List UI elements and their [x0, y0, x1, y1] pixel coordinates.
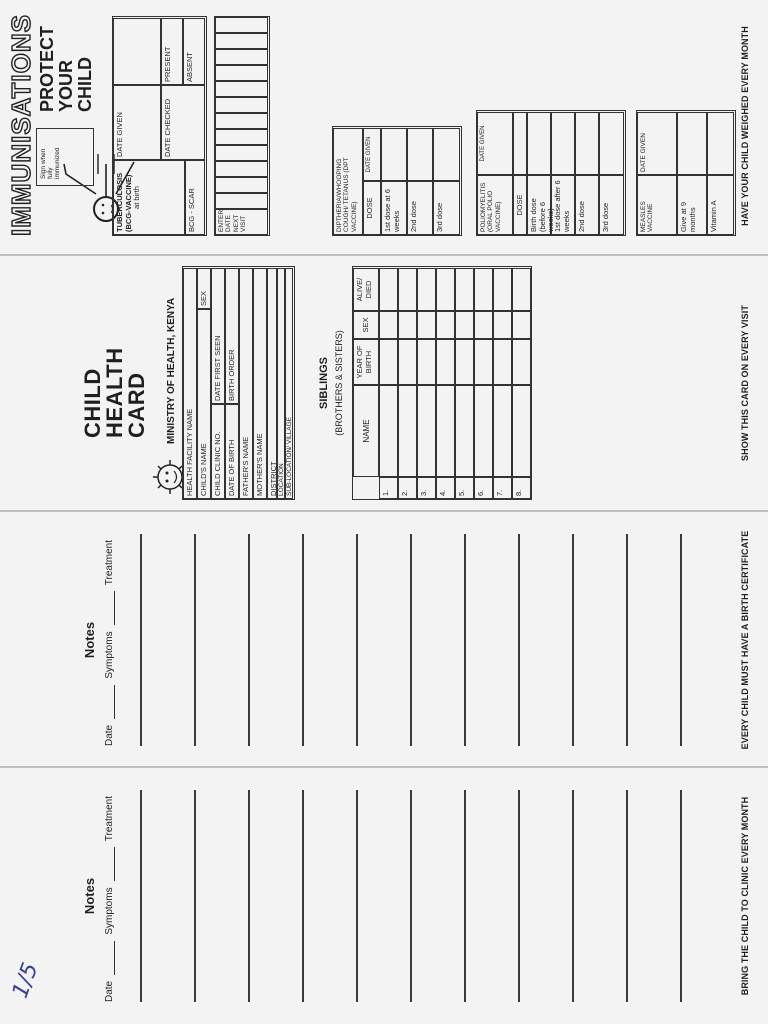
immunisations-footer: HAVE YOUR CHILD WEIGHED EVERY MONTH: [740, 26, 750, 226]
fold-line: [0, 766, 768, 768]
next-visit-cell[interactable]: [215, 33, 268, 49]
dpt-title: DIPTHERIA/WHOOPING COUGH/ TETANUS (DPT VACCINE): [333, 128, 363, 235]
bcg-absent-field[interactable]: ABSENT: [183, 18, 205, 85]
note-writing-line[interactable]: [302, 534, 304, 746]
your-child-label: YOUR CHILD: [55, 57, 95, 112]
sibling-cell[interactable]: [512, 268, 531, 311]
sibling-cell[interactable]: [379, 339, 398, 385]
child-particulars-table: [182, 266, 295, 500]
fold-line: [0, 254, 768, 256]
sibling-cell[interactable]: [436, 311, 455, 339]
protect-label: PROTECT: [37, 25, 57, 112]
sibling-row-number: 7.: [493, 477, 512, 499]
sibling-cell[interactable]: [417, 339, 436, 385]
measles-table: [636, 110, 736, 236]
middle-notes-panel: [0, 522, 768, 758]
notes-title: Notes: [82, 877, 97, 915]
tb-label: TUBERCULOSIS (BCG-VACCINE) at birth: [113, 160, 185, 235]
immunisations-title: IMMUNISATIONS: [6, 14, 36, 236]
sibling-row-number: 2.: [398, 477, 417, 499]
siblings-table: [352, 266, 532, 500]
next-visit-cell[interactable]: [215, 81, 268, 97]
dpt-dose-3-date[interactable]: [433, 128, 460, 181]
next-visit-cell[interactable]: [215, 193, 268, 209]
next-visit-cell[interactable]: [215, 17, 268, 33]
date-header: Date: [104, 980, 115, 1002]
next-visit-cell[interactable]: [215, 97, 268, 113]
sibling-cell[interactable]: [455, 268, 474, 311]
siblings-sex-header: SEX: [353, 311, 379, 339]
sibling-cell[interactable]: [512, 385, 531, 477]
vitamin-a-date-field[interactable]: [707, 112, 734, 175]
sibling-cell[interactable]: [379, 311, 398, 339]
polio-title: POLIOMYELITIS (ORAL POLIO VACCINE): [477, 175, 513, 235]
sibling-row-number: 6.: [474, 477, 493, 499]
note-writing-line[interactable]: [248, 534, 250, 746]
siblings-year-header: YEAR OF BIRTH: [353, 339, 379, 385]
tb-date-checked-field[interactable]: DATE CHECKED: [161, 85, 205, 160]
polio-dose-0: Birth dose (before 6 weeks): [527, 175, 551, 235]
measles-label: MEASLES VACCINE: [637, 175, 677, 235]
polio-table: [476, 110, 626, 236]
siblings-title: SIBLINGS: [318, 357, 330, 409]
card-footer: SHOW THIS CARD ON EVERY VISIT: [740, 305, 750, 461]
next-visit-cell[interactable]: [215, 145, 268, 161]
note-writing-line[interactable]: [194, 790, 196, 1002]
sibling-cell[interactable]: [436, 339, 455, 385]
sibling-cell[interactable]: [436, 385, 455, 477]
district-field[interactable]: DISTRICT: [267, 268, 277, 499]
note-writing-line[interactable]: [356, 790, 358, 1002]
protect-your-child-heading: [38, 6, 95, 112]
sibling-cell[interactable]: [455, 339, 474, 385]
note-writing-line[interactable]: [680, 534, 682, 746]
note-writing-line[interactable]: [464, 534, 466, 746]
father-name-field[interactable]: FATHER'S NAME: [239, 268, 253, 499]
treatment-header: Treatment: [104, 796, 115, 842]
note-writing-line[interactable]: [410, 534, 412, 746]
sibling-cell[interactable]: [474, 385, 493, 477]
handwritten-margin-note: 1/5: [7, 959, 44, 1002]
fold-line: [0, 510, 768, 512]
sub-location-field[interactable]: SUB-LOCATION/ VILLAGE: [285, 268, 293, 499]
sibling-cell[interactable]: [493, 268, 512, 311]
date-of-birth-field[interactable]: DATE OF BIRTH: [225, 404, 239, 499]
polio-dose-3: 3rd dose: [599, 175, 624, 235]
date-first-seen-field[interactable]: DATE FIRST SEEN: [211, 268, 225, 404]
dpt-dose-1-date[interactable]: [381, 128, 407, 181]
note-writing-line[interactable]: [518, 534, 520, 746]
note-writing-line[interactable]: [140, 534, 142, 746]
birth-order-field[interactable]: BIRTH ORDER: [225, 268, 239, 404]
sibling-cell[interactable]: [474, 268, 493, 311]
mother-name-field[interactable]: MOTHER'S NAME: [253, 268, 267, 499]
sibling-cell[interactable]: [474, 311, 493, 339]
siblings-name-header: NAME: [353, 385, 379, 477]
card-title-line: CHILD: [80, 368, 105, 438]
bcg-present-field[interactable]: PRESENT: [161, 18, 183, 85]
vitamin-a-label: Vitamin A: [707, 175, 734, 235]
next-visit-cell[interactable]: [215, 177, 268, 193]
sibling-cell[interactable]: [417, 268, 436, 311]
sibling-cell[interactable]: [398, 268, 417, 311]
immunisations-panel: [0, 6, 768, 246]
sibling-cell[interactable]: [493, 385, 512, 477]
siblings-alive-header: ALIVE/ DIED: [353, 268, 379, 311]
dpt-date-header: DATE GIVEN: [363, 128, 381, 181]
sibling-row-number: 1.: [379, 477, 398, 499]
next-visit-cell[interactable]: [215, 65, 268, 81]
note-writing-line[interactable]: [572, 790, 574, 1002]
polio-dose-3-date[interactable]: [599, 112, 624, 175]
sibling-row-number: 5.: [455, 477, 474, 499]
facility-name-field[interactable]: HEALTH FACILITY NAME: [183, 268, 197, 499]
symptoms-header: Symptoms: [104, 887, 115, 935]
next-visit-cell[interactable]: [215, 129, 268, 145]
date-header: Date: [104, 724, 115, 746]
sibling-cell[interactable]: [379, 385, 398, 477]
next-visit-label: ENTER DATE NEXT VISIT: [215, 209, 268, 235]
sex-field[interactable]: SEX: [197, 268, 211, 309]
clinic-number-field[interactable]: CHILD CLINIC NO.: [211, 404, 225, 499]
sibling-cell[interactable]: [417, 311, 436, 339]
dpt-dose-3: 3rd dose: [433, 181, 460, 235]
measles-date-header: DATE GIVEN: [637, 112, 677, 175]
card-title-line: HEALTH: [102, 347, 127, 438]
child-name-field[interactable]: CHILD'S NAME: [197, 309, 211, 499]
tuberculosis-table: [112, 16, 207, 236]
sibling-cell[interactable]: [379, 268, 398, 311]
notes-title: Notes: [82, 621, 97, 659]
dpt-dose-header: DOSE: [363, 181, 381, 235]
next-visit-table: [214, 16, 270, 236]
polio-dose-header: DOSE: [513, 175, 527, 235]
card-title: [82, 347, 148, 438]
sign-when-immunized-box[interactable]: [36, 128, 94, 186]
siblings-subtitle: (BROTHERS & SISTERS): [334, 330, 344, 436]
ministry-label: MINISTRY OF HEALTH, KENYA: [166, 297, 177, 444]
measles-at-9-months: Give at 9 months: [677, 175, 707, 235]
note-writing-line[interactable]: [140, 790, 142, 1002]
sibling-cell[interactable]: [398, 339, 417, 385]
sibling-cell[interactable]: [455, 385, 474, 477]
note-writing-line[interactable]: [194, 534, 196, 746]
note-writing-line[interactable]: [626, 534, 628, 746]
notes-footer: BRING THE CHILD TO CLINIC EVERY MONTH: [740, 796, 750, 996]
polio-dose-2-date[interactable]: [575, 112, 599, 175]
notes-header: [104, 790, 115, 1002]
sibling-cell[interactable]: [512, 311, 531, 339]
sibling-cell[interactable]: [398, 385, 417, 477]
sibling-row-number: 3.: [417, 477, 436, 499]
polio-dose-0-date[interactable]: [527, 112, 551, 175]
sibling-cell[interactable]: [455, 311, 474, 339]
tb-date-given-field[interactable]: DATE GIVEN: [113, 85, 161, 160]
card-front-panel: [0, 258, 768, 508]
location-field[interactable]: LOCATION: [277, 268, 285, 499]
sibling-row-number: 8.: [512, 477, 531, 499]
next-visit-cell[interactable]: [215, 49, 268, 65]
note-writing-line[interactable]: [572, 534, 574, 746]
polio-date-header: DATE GIVEN: [477, 112, 513, 175]
sibling-row-number: 4.: [436, 477, 455, 499]
notes-footer: EVERY CHILD MUST HAVE A BIRTH CERTIFICATE: [740, 530, 750, 750]
note-writing-line[interactable]: [302, 790, 304, 1002]
notes-header: [104, 534, 115, 746]
symptoms-header: Symptoms: [104, 631, 115, 679]
note-writing-line[interactable]: [518, 790, 520, 1002]
note-writing-line[interactable]: [248, 790, 250, 1002]
bcg-scar-label: BCG - SCAR: [185, 160, 205, 235]
polio-blank[interactable]: [513, 112, 527, 175]
next-visit-cell[interactable]: [215, 161, 268, 177]
note-writing-line[interactable]: [680, 790, 682, 1002]
sign-box-label: Sign when fully immunized: [40, 147, 61, 179]
dpt-table: [332, 126, 462, 236]
dpt-dose-2-date[interactable]: [407, 128, 433, 181]
note-writing-line[interactable]: [410, 790, 412, 1002]
measles-date-field[interactable]: [677, 112, 707, 175]
treatment-header: Treatment: [104, 540, 115, 586]
tb-blank-field[interactable]: [113, 18, 161, 85]
card-title-line: CARD: [124, 372, 149, 438]
sibling-cell[interactable]: [436, 268, 455, 311]
note-writing-line[interactable]: [356, 534, 358, 746]
polio-dose-1: 1st dose after 6 weeks: [551, 175, 575, 235]
dpt-dose-1: 1st dose at 6 weeks: [381, 181, 407, 235]
sibling-cell[interactable]: [493, 311, 512, 339]
polio-dose-2: 2nd dose: [575, 175, 599, 235]
sibling-cell[interactable]: [417, 385, 436, 477]
next-visit-cell[interactable]: [215, 113, 268, 129]
left-notes-panel: [0, 778, 768, 1014]
note-writing-line[interactable]: [626, 790, 628, 1002]
sibling-cell[interactable]: [493, 339, 512, 385]
sibling-cell[interactable]: [474, 339, 493, 385]
sibling-cell[interactable]: [398, 311, 417, 339]
note-writing-line[interactable]: [464, 790, 466, 1002]
sibling-cell[interactable]: [512, 339, 531, 385]
polio-dose-1-date[interactable]: [551, 112, 575, 175]
dpt-dose-2: 2nd dose: [407, 181, 433, 235]
